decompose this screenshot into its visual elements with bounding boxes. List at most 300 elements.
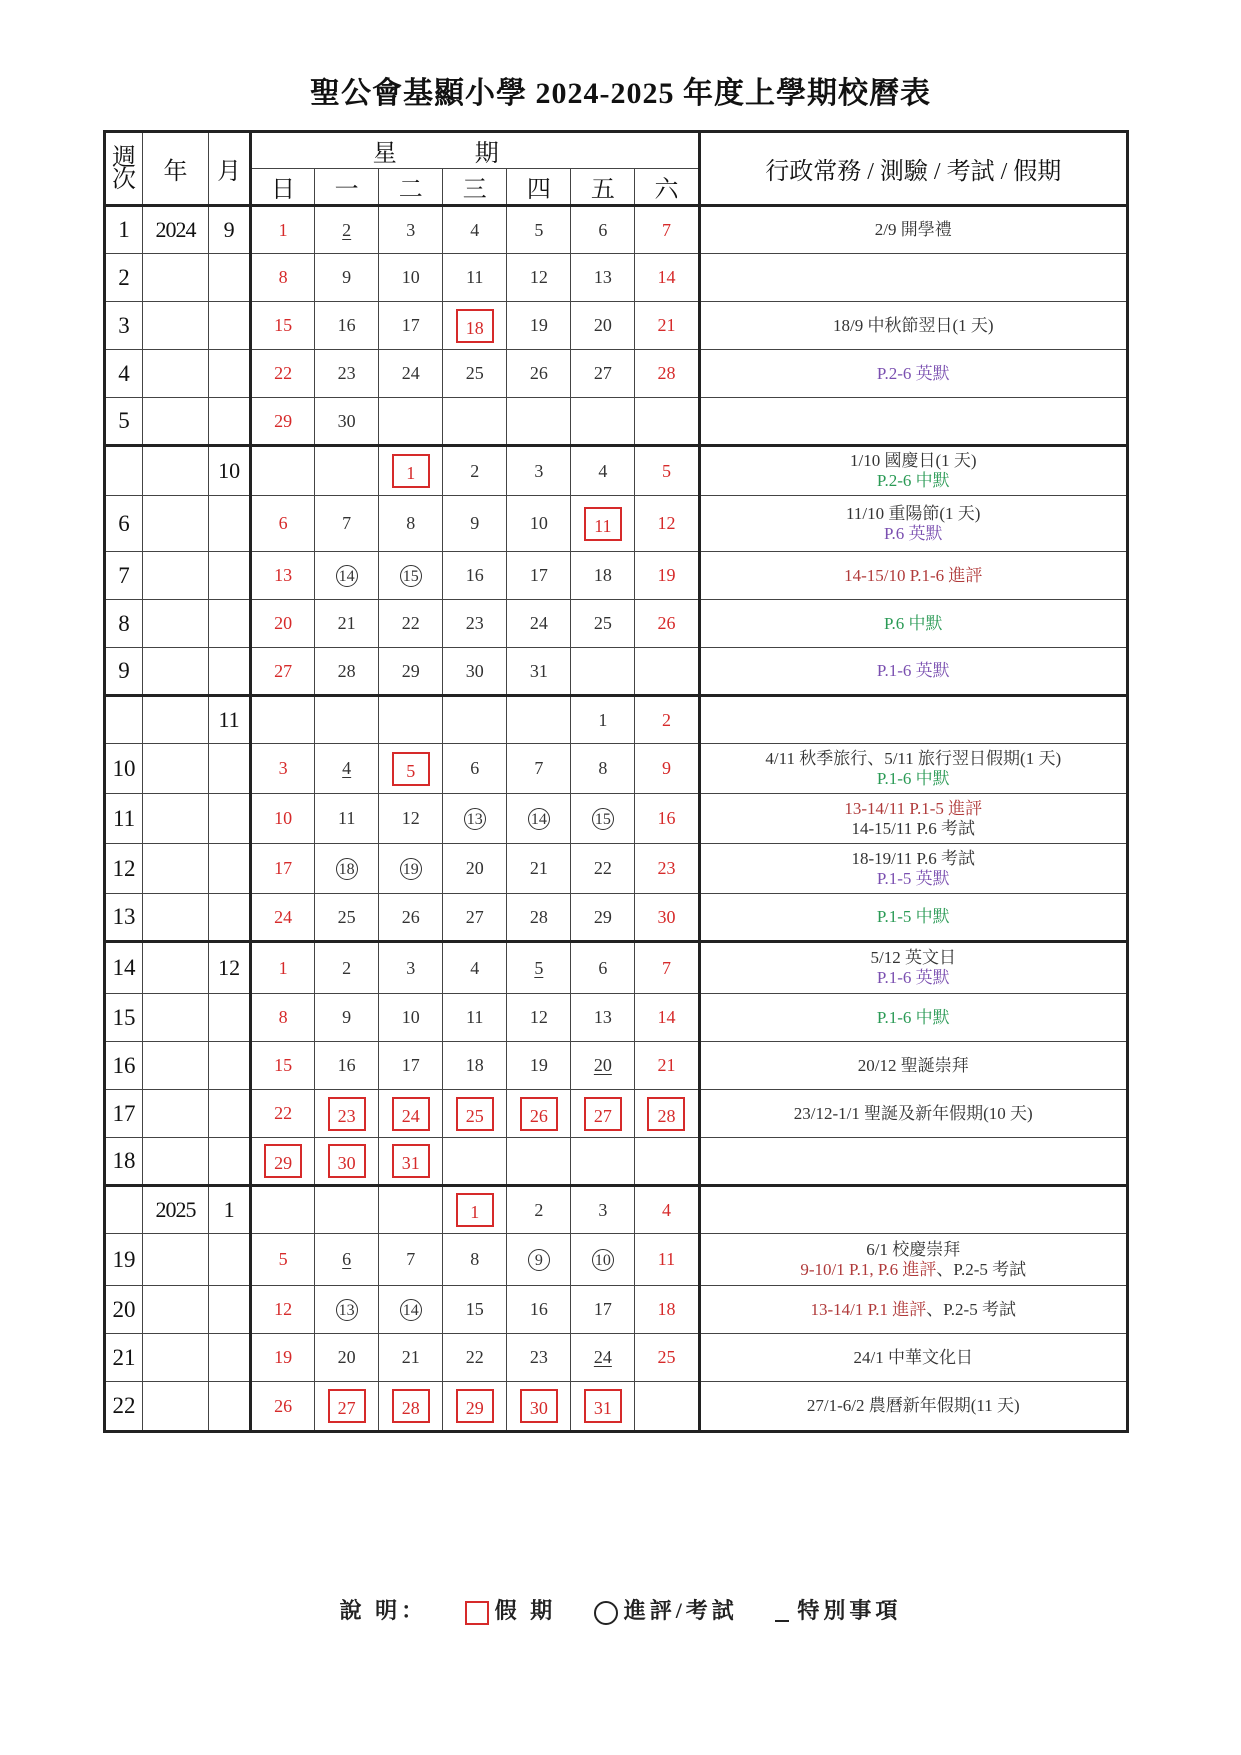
day-cell	[635, 696, 699, 744]
holiday-date: 27	[328, 1389, 366, 1423]
day-cell	[251, 696, 315, 744]
day-cell	[315, 696, 379, 744]
date-number: 20	[274, 613, 293, 633]
year-cell	[143, 994, 209, 1042]
date-number: 7	[534, 758, 544, 778]
holiday-date: 31	[392, 1144, 430, 1178]
activities-cell	[699, 994, 1128, 1042]
holiday-date: 1	[456, 1193, 494, 1227]
date-number: 8	[406, 513, 416, 533]
week-number: 18	[105, 1138, 143, 1186]
day-cell	[251, 350, 315, 398]
date-number: 20	[465, 858, 484, 878]
year-cell	[143, 254, 209, 302]
year-cell	[143, 794, 209, 844]
activity-text: 6/1 校慶崇拜	[866, 1239, 961, 1259]
activities-cell	[699, 600, 1128, 648]
year-cell	[143, 1286, 209, 1334]
date-number: 19	[529, 315, 548, 335]
activity-text: 14-15/10 P.1-6 進評	[844, 565, 983, 585]
holiday-date: 5	[392, 752, 430, 786]
assessment-date: 18	[336, 858, 358, 880]
header-activities: 行政常務 / 測驗 / 考試 / 假期	[699, 132, 1128, 206]
day-cell	[379, 398, 443, 446]
holiday-date: 29	[456, 1389, 494, 1423]
day-cell	[571, 600, 635, 648]
day-cell	[571, 894, 635, 942]
year-cell	[143, 552, 209, 600]
date-number: 4	[661, 1199, 671, 1220]
date-number: 8	[278, 1007, 288, 1027]
activity-line	[701, 799, 1127, 819]
day-cell	[507, 1234, 571, 1286]
holiday-date: 11	[584, 507, 622, 541]
assessment-date: 13	[464, 808, 486, 830]
special-date: 5	[534, 957, 544, 978]
activity-text: 2/9 開學禮	[874, 220, 952, 239]
day-cell	[507, 1138, 571, 1186]
date-number: 7	[661, 957, 671, 978]
activities-cell	[699, 1286, 1128, 1334]
date-number: 2	[661, 709, 671, 730]
holiday-date: 27	[584, 1097, 622, 1131]
date-number: 16	[337, 315, 356, 335]
day-cell	[315, 894, 379, 942]
day-cell	[507, 942, 571, 994]
day-cell	[251, 744, 315, 794]
day-cell	[443, 648, 507, 696]
week-number: 10	[105, 744, 143, 794]
date-number: 16	[529, 1299, 548, 1319]
activities-cell	[699, 1042, 1128, 1090]
date-number: 23	[657, 858, 676, 878]
date-number: 31	[529, 660, 548, 681]
activity-text: P.1-6 英默	[876, 968, 950, 987]
day-cell	[635, 254, 699, 302]
activities-cell	[699, 894, 1128, 942]
day-cell	[635, 1138, 699, 1186]
month-cell	[209, 844, 251, 894]
day-cell	[251, 648, 315, 696]
date-number: 6	[598, 219, 608, 240]
week-row	[105, 696, 1128, 744]
date-number: 25	[337, 906, 356, 927]
day-cell	[251, 1090, 315, 1138]
legend	[0, 1594, 1241, 1625]
date-number: 29	[274, 410, 293, 431]
activity-line	[701, 566, 1127, 586]
day-cell	[251, 446, 315, 496]
day-cell	[379, 1138, 443, 1186]
assessment-date: 15	[400, 565, 422, 587]
holiday-date: 18	[456, 309, 494, 343]
date-number: 8	[470, 1249, 480, 1269]
day-cell	[251, 206, 315, 254]
week-row	[105, 942, 1128, 994]
activity-text: 14-15/11 P.6 考試	[851, 818, 976, 838]
day-cell	[315, 794, 379, 844]
year-cell: 2024	[143, 206, 209, 254]
activity-line	[701, 364, 1127, 384]
day-cell	[571, 844, 635, 894]
activity-line	[701, 948, 1127, 968]
day-cell	[251, 552, 315, 600]
activity-line	[701, 869, 1127, 889]
legend-assessment: 進評/考試	[594, 1594, 738, 1625]
date-number: 6	[470, 758, 480, 778]
day-cell	[507, 398, 571, 446]
day-cell	[571, 302, 635, 350]
week-number	[105, 1186, 143, 1234]
day-cell	[251, 496, 315, 552]
date-number: 7	[406, 1249, 416, 1269]
activity-text: 4/11 秋季旅行、5/11 旅行翌日假期(1 天)	[765, 748, 1062, 768]
week-number: 11	[105, 794, 143, 844]
week-number: 22	[105, 1382, 143, 1432]
week-row	[105, 206, 1128, 254]
day-cell	[571, 398, 635, 446]
activity-text: P.6 中默	[883, 613, 943, 633]
day-cell	[635, 1334, 699, 1382]
special-date: 6	[342, 1249, 352, 1269]
date-number: 10	[401, 1007, 420, 1027]
day-cell	[443, 302, 507, 350]
year-cell	[143, 1334, 209, 1382]
activity-line	[701, 819, 1127, 839]
week-row	[105, 1234, 1128, 1286]
day-cell	[635, 206, 699, 254]
date-number: 11	[466, 1007, 484, 1027]
day-cell	[571, 1382, 635, 1432]
activities-cell	[699, 844, 1128, 894]
activity-line	[701, 849, 1127, 869]
date-number: 23	[529, 1347, 548, 1367]
date-number: 5	[661, 460, 671, 481]
day-cell	[507, 350, 571, 398]
date-number: 21	[657, 315, 676, 335]
activity-line	[701, 504, 1127, 524]
date-number: 19	[529, 1055, 548, 1075]
activity-text: 、P.2-5 考試	[936, 1259, 1027, 1279]
day-cell	[571, 446, 635, 496]
day-cell	[635, 648, 699, 696]
date-number: 12	[274, 1299, 293, 1319]
activity-line	[701, 316, 1127, 336]
day-cell	[315, 1042, 379, 1090]
day-cell	[571, 1286, 635, 1334]
day-cell	[571, 206, 635, 254]
week-number: 4	[105, 350, 143, 398]
month-cell	[209, 744, 251, 794]
day-cell	[443, 794, 507, 844]
day-cell	[379, 446, 443, 496]
activities-cell	[699, 744, 1128, 794]
date-number: 8	[278, 267, 288, 287]
day-cell	[507, 302, 571, 350]
day-cell	[315, 844, 379, 894]
header-day-2: 二	[379, 169, 443, 206]
assessment-date: 19	[400, 858, 422, 880]
week-row	[105, 1186, 1128, 1234]
month-cell	[209, 600, 251, 648]
day-cell	[315, 1234, 379, 1286]
day-cell	[443, 894, 507, 942]
date-number: 26	[529, 363, 548, 383]
activity-text: 23/12-1/1 聖誕及新年假期(10 天)	[793, 1103, 1033, 1123]
activity-text: P.1-6 中默	[876, 768, 950, 788]
week-number: 2	[105, 254, 143, 302]
activity-text: P.1-5 中默	[876, 907, 950, 926]
day-cell	[379, 1042, 443, 1090]
month-cell: 10	[209, 446, 251, 496]
day-cell	[315, 496, 379, 552]
day-cell	[251, 302, 315, 350]
day-cell	[379, 1382, 443, 1432]
day-cell	[315, 942, 379, 994]
activities-cell	[699, 942, 1128, 994]
day-cell	[379, 552, 443, 600]
month-cell	[209, 398, 251, 446]
day-cell	[379, 648, 443, 696]
assessment-date: 9	[528, 1249, 550, 1271]
day-cell	[379, 696, 443, 744]
day-cell	[315, 994, 379, 1042]
day-cell	[507, 894, 571, 942]
date-number: 2	[342, 957, 352, 978]
holiday-date: 28	[392, 1389, 430, 1423]
date-number: 4	[598, 460, 608, 481]
day-cell	[635, 1042, 699, 1090]
date-number: 10	[529, 513, 548, 533]
activities-cell	[699, 1334, 1128, 1382]
year-cell	[143, 1382, 209, 1432]
day-cell	[443, 1286, 507, 1334]
activities-cell	[699, 648, 1128, 696]
week-row	[105, 1334, 1128, 1382]
date-number: 30	[337, 410, 356, 431]
activities-cell	[699, 446, 1128, 496]
date-number: 22	[465, 1347, 484, 1367]
day-cell	[443, 1234, 507, 1286]
day-cell	[379, 844, 443, 894]
day-cell	[507, 1286, 571, 1334]
month-cell	[209, 1138, 251, 1186]
date-number: 2	[534, 1199, 544, 1220]
month-cell	[209, 254, 251, 302]
week-number: 3	[105, 302, 143, 350]
day-cell	[379, 302, 443, 350]
school-calendar-table	[103, 130, 1129, 1433]
date-number: 3	[534, 460, 544, 481]
year-cell	[143, 844, 209, 894]
date-number: 10	[401, 267, 420, 287]
day-cell	[315, 648, 379, 696]
week-number: 6	[105, 496, 143, 552]
week-number: 8	[105, 600, 143, 648]
date-number: 28	[337, 660, 356, 681]
day-cell	[251, 794, 315, 844]
underline-icon	[775, 1620, 789, 1622]
date-number: 22	[274, 1103, 293, 1123]
week-row	[105, 1042, 1128, 1090]
month-cell	[209, 994, 251, 1042]
activity-text: P.1-6 中默	[876, 1007, 950, 1027]
day-cell	[507, 254, 571, 302]
header-day-1: 一	[315, 169, 379, 206]
day-cell	[443, 1334, 507, 1382]
activity-text: P.2-6 中默	[876, 471, 950, 490]
day-cell	[507, 844, 571, 894]
day-cell	[507, 1042, 571, 1090]
date-number: 26	[401, 906, 420, 927]
day-cell	[507, 1186, 571, 1234]
assessment-circle-icon	[594, 1601, 618, 1625]
month-cell	[209, 1234, 251, 1286]
month-cell	[209, 648, 251, 696]
date-number: 3	[406, 957, 416, 978]
day-cell	[635, 552, 699, 600]
day-cell	[635, 350, 699, 398]
day-cell	[379, 600, 443, 648]
activity-line	[701, 749, 1127, 769]
header-day-0: 日	[251, 169, 315, 206]
week-number	[105, 446, 143, 496]
date-number: 1	[278, 957, 288, 978]
day-cell	[635, 600, 699, 648]
activity-text: 1/10 國慶日(1 天)	[849, 451, 977, 470]
day-cell	[251, 942, 315, 994]
month-cell	[209, 302, 251, 350]
date-number: 10	[274, 808, 293, 828]
activity-text: 13-14/11 P.1-5 進評	[844, 798, 983, 818]
day-cell	[571, 648, 635, 696]
date-number: 15	[465, 1299, 484, 1319]
year-cell	[143, 600, 209, 648]
activities-cell	[699, 302, 1128, 350]
month-cell	[209, 894, 251, 942]
activity-line	[701, 524, 1127, 544]
header-day-3: 三	[443, 169, 507, 206]
day-cell	[507, 1334, 571, 1382]
activity-text: P.6 英默	[883, 523, 943, 543]
day-cell	[507, 446, 571, 496]
year-cell	[143, 1090, 209, 1138]
date-number: 17	[529, 565, 548, 585]
week-row	[105, 552, 1128, 600]
day-cell	[251, 994, 315, 1042]
year-cell	[143, 302, 209, 350]
day-cell	[507, 496, 571, 552]
day-cell	[443, 350, 507, 398]
year-cell	[143, 894, 209, 942]
holiday-date: 30	[328, 1144, 366, 1178]
date-number: 5	[534, 219, 544, 240]
activities-cell	[699, 1186, 1128, 1234]
date-number: 22	[274, 363, 293, 383]
day-cell	[507, 648, 571, 696]
day-cell	[571, 254, 635, 302]
holiday-date: 23	[328, 1097, 366, 1131]
activity-line	[701, 220, 1127, 240]
date-number: 12	[529, 267, 548, 287]
date-number: 27	[274, 660, 293, 681]
activity-text: P.1-5 英默	[876, 868, 950, 888]
date-number: 16	[337, 1055, 356, 1075]
date-number: 23	[337, 363, 356, 383]
activity-text: P.1-6 英默	[876, 661, 950, 680]
day-cell	[635, 446, 699, 496]
month-cell: 1	[209, 1186, 251, 1234]
week-number: 5	[105, 398, 143, 446]
day-cell	[251, 894, 315, 942]
date-number: 6	[598, 957, 608, 978]
week-row	[105, 600, 1128, 648]
week-number: 13	[105, 894, 143, 942]
activities-cell	[699, 350, 1128, 398]
special-date: 20	[593, 1055, 612, 1075]
year-cell	[143, 696, 209, 744]
activity-text: 20/12 聖誕崇拜	[857, 1055, 969, 1075]
date-number: 22	[401, 613, 420, 633]
day-cell	[379, 1186, 443, 1234]
activity-line	[701, 1260, 1127, 1280]
year-cell	[143, 1042, 209, 1090]
week-row	[105, 350, 1128, 398]
week-number: 19	[105, 1234, 143, 1286]
page-title: 聖公會基顯小學 2024-2025 年度上學期校曆表	[310, 77, 931, 110]
year-cell	[143, 398, 209, 446]
activities-cell	[699, 1090, 1128, 1138]
day-cell	[571, 696, 635, 744]
date-number: 18	[593, 565, 612, 585]
day-cell	[443, 744, 507, 794]
date-number: 9	[470, 513, 480, 533]
day-cell	[251, 600, 315, 648]
date-number: 21	[657, 1055, 676, 1075]
week-number: 17	[105, 1090, 143, 1138]
day-cell	[635, 496, 699, 552]
week-row	[105, 844, 1128, 894]
date-number: 16	[657, 808, 676, 828]
date-number: 30	[657, 906, 676, 927]
day-cell	[635, 942, 699, 994]
date-number: 19	[274, 1347, 293, 1367]
day-cell	[379, 350, 443, 398]
day-cell	[635, 1234, 699, 1286]
assessment-date: 13	[336, 1299, 358, 1321]
week-row	[105, 794, 1128, 844]
day-cell	[379, 794, 443, 844]
date-number: 12	[657, 513, 676, 533]
date-number: 1	[278, 219, 288, 240]
legend-label: 說 明：	[339, 1598, 428, 1623]
activity-text: 18/9 中秋節翌日(1 天)	[832, 315, 994, 335]
day-cell	[571, 1186, 635, 1234]
activities-cell	[699, 398, 1128, 446]
day-cell	[571, 552, 635, 600]
date-number: 27	[465, 906, 484, 927]
date-number: 9	[342, 1007, 352, 1027]
day-cell	[443, 1138, 507, 1186]
day-cell	[315, 1186, 379, 1234]
activity-line	[701, 1104, 1127, 1124]
day-cell	[379, 942, 443, 994]
week-number: 14	[105, 942, 143, 994]
year-cell	[143, 496, 209, 552]
date-number: 17	[401, 1055, 420, 1075]
day-cell	[315, 350, 379, 398]
date-number: 20	[337, 1347, 356, 1367]
